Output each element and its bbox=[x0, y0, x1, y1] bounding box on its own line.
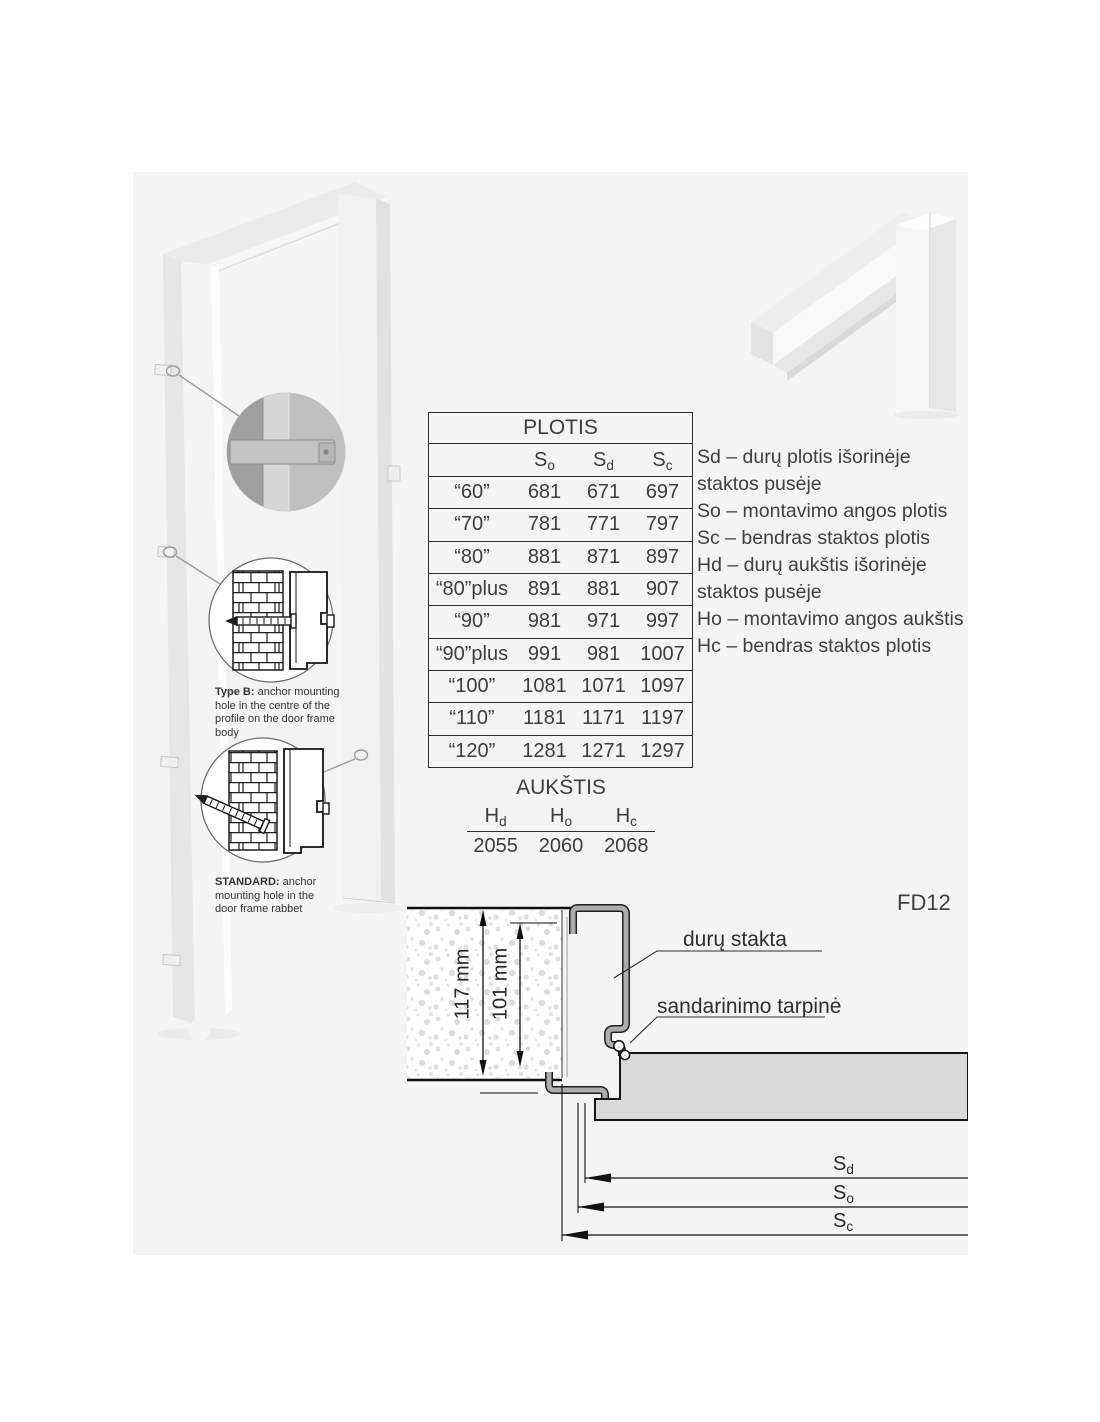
standard-label: STANDARD: bbox=[215, 876, 280, 888]
cell-size: “70” bbox=[454, 513, 490, 536]
plotis-table-title-row bbox=[429, 413, 692, 444]
cell-size: “110” bbox=[449, 707, 495, 730]
aukstis-table bbox=[463, 776, 659, 858]
plotis-table-header-row bbox=[429, 444, 692, 477]
cell-so: 1281 bbox=[522, 739, 567, 762]
frame-label: durų stakta bbox=[683, 928, 787, 951]
cell-sc: 1297 bbox=[640, 739, 685, 762]
mounting-bracket bbox=[230, 440, 334, 464]
left-jamb-bottom-notch bbox=[188, 1019, 210, 1041]
cell-so: 881 bbox=[527, 545, 562, 568]
cell-so: 891 bbox=[527, 578, 562, 601]
cell-so: 981 bbox=[527, 610, 562, 633]
cell-sd: 981 bbox=[586, 642, 621, 665]
cell-so: 681 bbox=[527, 481, 562, 504]
aukstis-values-row bbox=[463, 835, 659, 858]
cell-sd: 671 bbox=[586, 481, 621, 504]
cell-size: “60” bbox=[454, 481, 490, 504]
content-area bbox=[133, 172, 968, 1255]
cell-size: “120” bbox=[448, 739, 496, 762]
bracket-detail-circle bbox=[227, 393, 347, 512]
frame-label-leader bbox=[614, 951, 822, 978]
type-b-label: Type B: bbox=[215, 686, 255, 698]
gasket-label: sandarinimo tarpinė bbox=[657, 995, 842, 1018]
wall-depth-dimension: 117 mm bbox=[451, 948, 474, 1020]
standard-text: anchor mounting hole in the door frame rabbet bbox=[215, 876, 317, 915]
anchor-tab bbox=[388, 466, 400, 481]
aukstis-divider bbox=[467, 831, 655, 832]
cell-sd: 1171 bbox=[581, 707, 625, 730]
cell-sd: 971 bbox=[586, 610, 621, 633]
profile-code: FD12 bbox=[897, 890, 951, 915]
cell-size: “90” bbox=[454, 610, 490, 633]
header-so: $S_o$ bbox=[534, 448, 555, 473]
type-b-caption bbox=[215, 686, 349, 740]
value-hc: 2068 bbox=[604, 835, 649, 857]
cell-size: “80”plus bbox=[435, 578, 509, 601]
frame-shadow-right bbox=[334, 903, 402, 913]
table-row bbox=[429, 574, 692, 606]
legend-item: Ho – montavimo angos aukštis bbox=[697, 608, 964, 630]
cell-sc: 907 bbox=[645, 578, 680, 601]
table-row bbox=[429, 671, 692, 703]
table-row bbox=[429, 509, 692, 541]
jamb-front-face bbox=[930, 213, 956, 412]
cell-sd: 871 bbox=[586, 545, 621, 568]
width-mark-sc: $S_c$ bbox=[833, 1210, 854, 1234]
aukstis-header-row bbox=[463, 805, 659, 828]
abbreviation-legend bbox=[697, 444, 968, 660]
table-row bbox=[429, 542, 692, 574]
cell-sd: 771 bbox=[586, 513, 621, 536]
cell-sd: 1071 bbox=[581, 675, 626, 698]
plotis-table bbox=[428, 412, 693, 768]
cell-sc: 897 bbox=[645, 545, 680, 568]
cell-so: 781 bbox=[527, 513, 562, 536]
cell-size: “80” bbox=[454, 545, 490, 568]
cell-sd: 1271 bbox=[581, 739, 626, 762]
header-hd: $H_d$ bbox=[484, 805, 507, 829]
width-mark-so: $S_o$ bbox=[833, 1182, 854, 1206]
standard-caption bbox=[215, 876, 333, 917]
cell-sc: 997 bbox=[645, 610, 680, 633]
cell-so: 991 bbox=[527, 642, 562, 665]
type-b-text: anchor mounting hole in the centre of the profile on the door frame body bbox=[215, 686, 340, 739]
cell-sd: 881 bbox=[586, 578, 621, 601]
table-row bbox=[429, 477, 692, 509]
frame-depth-dimension: 101 mm bbox=[489, 947, 512, 1021]
legend-item: Sd – durų plotis išorinėje staktos pusėje bbox=[697, 446, 911, 495]
cell-sc: 797 bbox=[645, 513, 680, 536]
cell-sc: 1097 bbox=[640, 675, 685, 698]
aukstis-title: AUKŠTIS bbox=[516, 776, 606, 799]
legend-item: Hd – durų aukštis išorinėje staktos pusėje bbox=[697, 554, 927, 603]
header-sc: $S_c$ bbox=[652, 448, 673, 473]
table-row bbox=[429, 703, 692, 735]
plotis-table-title: PLOTIS bbox=[523, 416, 598, 439]
legend-item: So – montavimo angos plotis bbox=[697, 500, 948, 522]
value-hd: 2055 bbox=[473, 835, 518, 857]
jamb-left-face bbox=[896, 213, 930, 413]
table-row bbox=[429, 639, 692, 671]
cell-sc: 697 bbox=[645, 481, 680, 504]
table-row bbox=[429, 606, 692, 638]
header-hc: $H_c$ bbox=[615, 805, 637, 829]
header-sd: $S_d$ bbox=[593, 448, 614, 473]
cell-so: 1081 bbox=[522, 675, 567, 698]
cell-size: “100” bbox=[448, 675, 496, 698]
type-b-detail-circle bbox=[209, 558, 334, 682]
door-leaf-section bbox=[595, 1053, 968, 1120]
cell-sc: 1007 bbox=[640, 642, 685, 665]
cell-size: “90”plus bbox=[435, 642, 509, 665]
header-ho: $H_o$ bbox=[549, 805, 572, 829]
corner-profile-photo bbox=[751, 212, 958, 419]
brick-wall bbox=[229, 751, 277, 850]
jamb-shadow bbox=[894, 411, 958, 419]
value-ho: 2060 bbox=[538, 835, 584, 857]
cell-so: 1181 bbox=[522, 707, 566, 730]
bracket-hole bbox=[323, 449, 328, 454]
legend-item: Hc – bendras staktos plotis bbox=[697, 635, 932, 657]
right-jamb-front-face bbox=[338, 194, 381, 900]
gasket-label-leader bbox=[630, 1017, 825, 1043]
cell-sc: 1197 bbox=[640, 707, 684, 730]
width-mark-sd: $S_d$ bbox=[833, 1153, 854, 1177]
gasket-section bbox=[614, 1041, 630, 1060]
table-row bbox=[429, 736, 692, 767]
legend-item: Sc – bendras staktos plotis bbox=[697, 527, 931, 549]
